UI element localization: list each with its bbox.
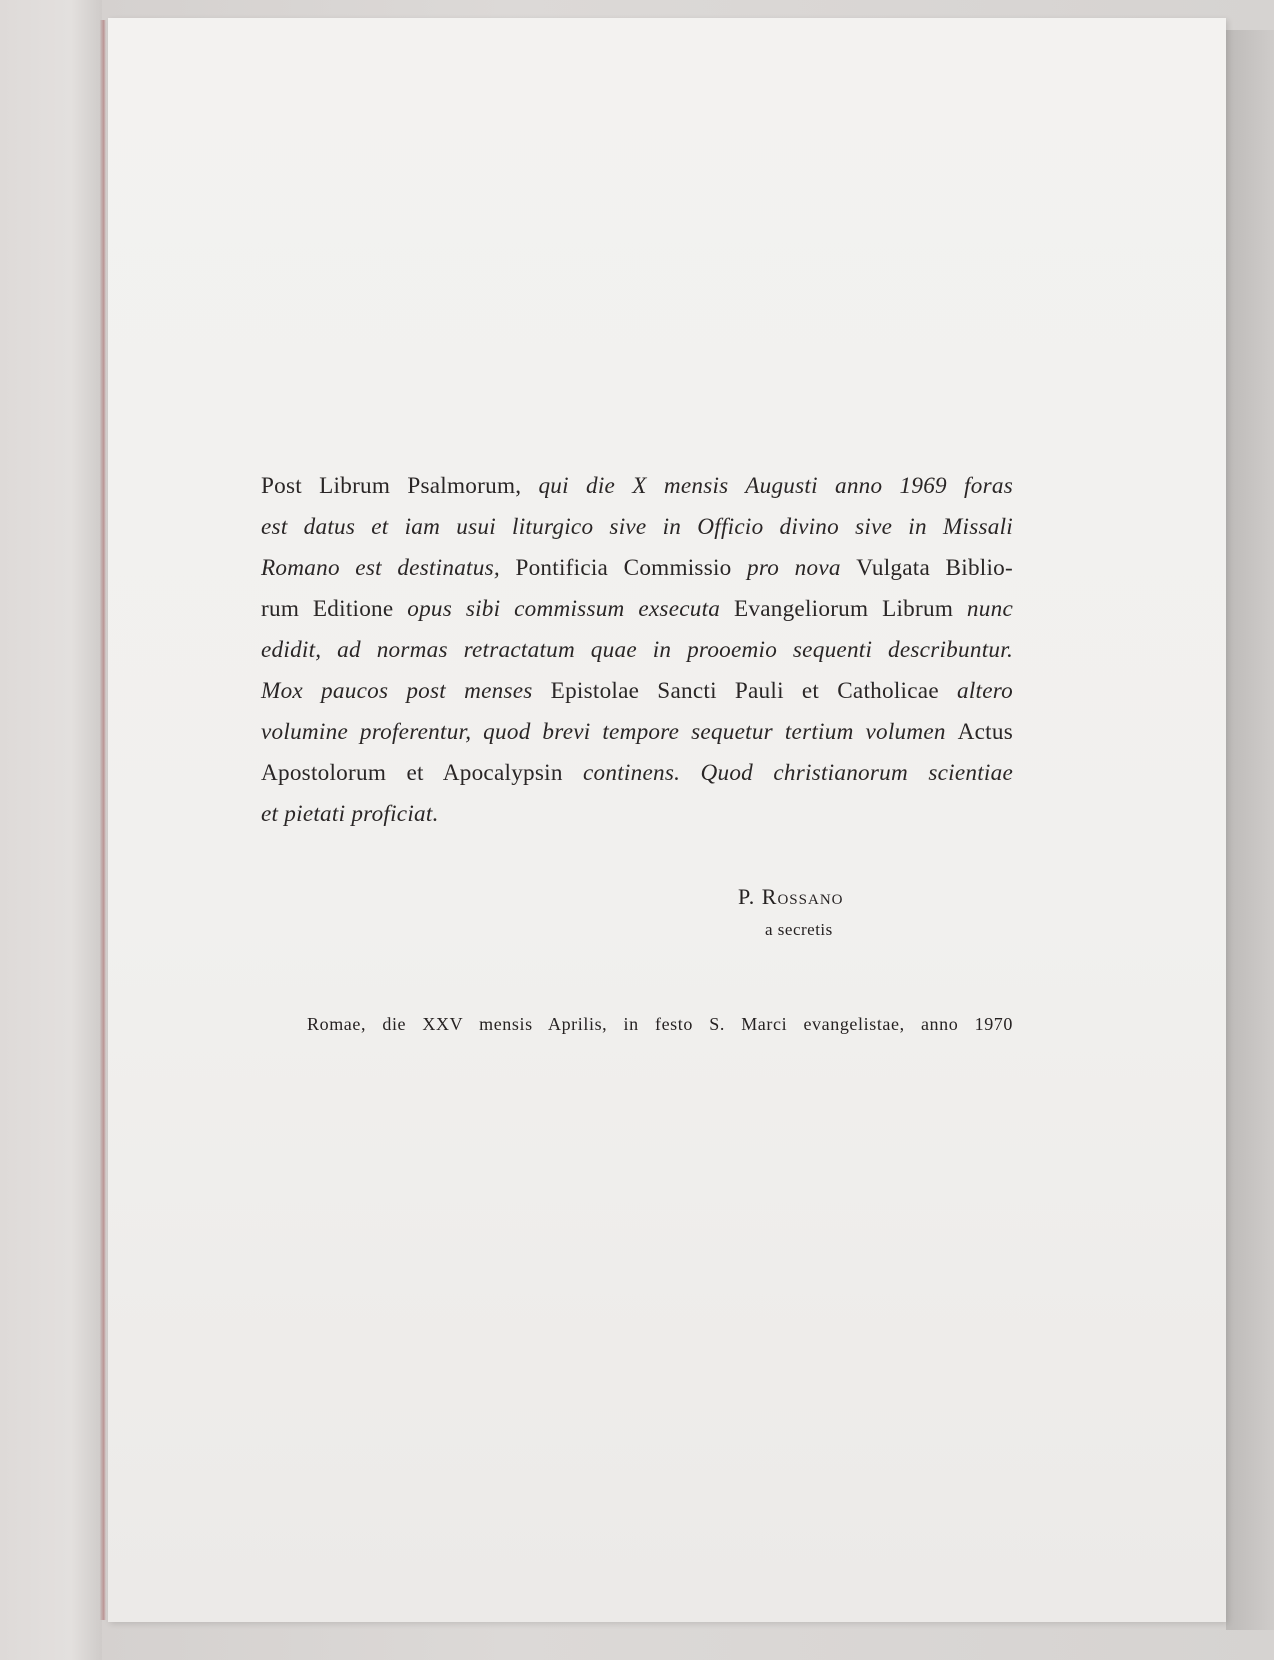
text-run: Post Librum Psalmorum, <box>261 473 539 499</box>
text-run: Vulgata Biblio- <box>856 555 1013 581</box>
text-run: rum Editione <box>261 596 408 622</box>
text-run: edidit, ad normas retractatum quae in prooemio sequenti describuntur. <box>261 637 1013 663</box>
text-run: Pontificia Commissio <box>515 555 748 581</box>
signature-role: a secretis <box>765 920 833 939</box>
spine-binding-line <box>100 20 106 1620</box>
paragraph-line <box>261 466 1013 507</box>
text-run: Apostolorum et Apocalypsin <box>261 760 584 786</box>
paragraph-line <box>261 671 1013 712</box>
paragraph-line <box>261 753 1013 794</box>
text-run: Romano est destinatus, <box>261 555 516 581</box>
text-run: nunc <box>966 596 1013 622</box>
text-run: pro nova <box>747 555 857 581</box>
preface-paragraph <box>261 466 1013 835</box>
text-run: opus sibi commissum exsecuta <box>407 596 734 622</box>
text-run: continens. Quod christianorum scientiae <box>583 760 1013 786</box>
text-run: est datus et iam usui liturgico sive in Officio divino sive in Missali <box>261 514 1013 540</box>
text-run: altero <box>956 678 1013 704</box>
text-run: qui die X mensis Augusti anno 1969 foras <box>538 473 1013 499</box>
paragraph-line <box>261 712 1013 753</box>
paragraph-line <box>261 794 1013 835</box>
text-run: Mox paucos post menses <box>261 678 551 704</box>
text-run: Evangeliorum Librum <box>733 596 967 622</box>
text-run: Epistolae Sancti Pauli et Catholicae <box>550 678 957 704</box>
dateline: Romae, die XXV mensis Aprilis, in festo S. Marci evangelistae, anno 1970 <box>307 1014 1013 1034</box>
paragraph-line <box>261 630 1013 671</box>
text-run: et pietati proficiat. <box>261 801 439 827</box>
paragraph-line <box>261 589 1013 630</box>
page-shadow <box>1226 30 1274 1630</box>
book-spine-edge <box>0 0 102 1660</box>
paragraph-line <box>261 507 1013 548</box>
signature-name: P. Rossano <box>738 884 844 909</box>
text-run: Actus <box>957 719 1013 745</box>
paragraph-line <box>261 548 1013 589</box>
text-run: volumine proferentur, quod brevi tempore sequetur tertium volumen <box>261 719 958 745</box>
